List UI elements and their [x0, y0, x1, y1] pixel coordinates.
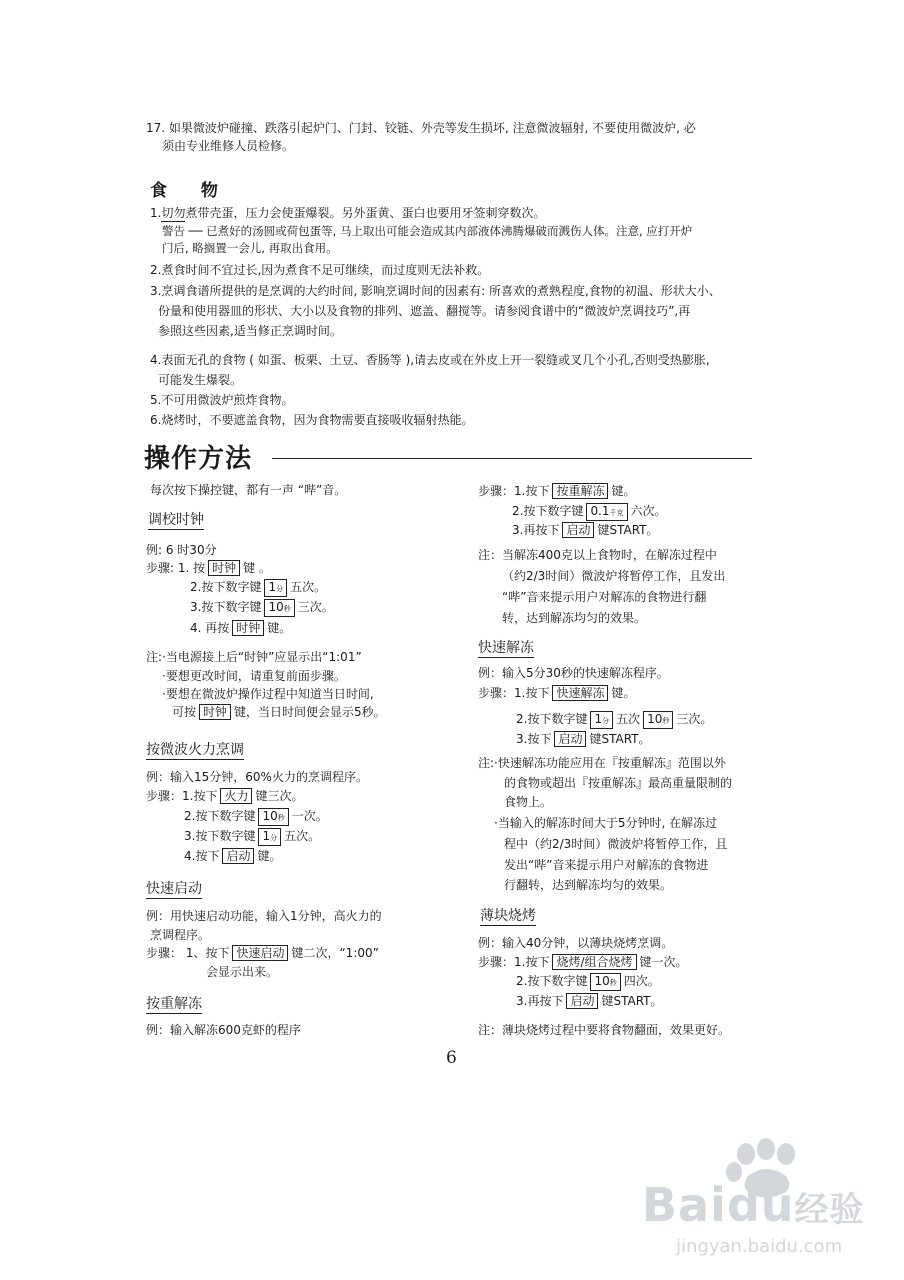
power-key-button: 火力	[220, 788, 252, 804]
power-title: 按微波火力烹调	[146, 742, 244, 758]
food-item-4-line1: 4.表面无孔的食物 ( 如蛋、板栗、土豆、香肠等 ),请去皮或在外皮上开一裂缝或叉几个小孔,否则受热膨胀,	[150, 353, 710, 367]
quickdefrost-note-7: 行翻转，达到解冻均匀的效果。	[504, 878, 673, 892]
grill-combo-key-button: 烧烤/组合烧烤	[552, 954, 636, 970]
food-item-1	[150, 205, 545, 221]
food-item-2: 2.煮食时间不宜过长,因为煮食不足可继续，而过度则无法补救。	[150, 263, 490, 277]
grill-note: 注：薄块烧烤过程中要将食物翻面，效果更好。	[478, 1023, 731, 1037]
food-item-1-emphasis: 切勿	[161, 206, 186, 220]
weightdefrost-note-1: 注：当解冻400克以上食物时，在解冻过程中	[478, 548, 717, 562]
clock-title: 调校时钟	[148, 512, 204, 528]
power-step-4: 4.按下 启动 键。	[184, 849, 282, 863]
food-item-1-warning-line2: 门后, 略搁置一会儿, 再取出食用。	[162, 241, 338, 255]
safety-item-17-line2: 须由专业维修人员检修。	[162, 139, 295, 153]
baidu-watermark	[636, 1132, 876, 1272]
digit-10-sec-key-4: 10秒	[590, 973, 620, 991]
food-item-6: 6.烧烤时，不要遮盖食物，因为食物需要直接吸收辐射热能。	[150, 413, 474, 427]
page-number: 6	[446, 1048, 457, 1068]
weightdefrost-note-4: 转，达到解冻均匀的效果。	[502, 611, 647, 625]
safety-item-17-line1: 17. 如果微波炉碰撞、跌落引起炉门、门封、铰链、外壳等发生损坏, 注意微波辐射, 不要使用微波炉, 必	[146, 121, 696, 135]
quickstart-title: 快速启动	[146, 881, 202, 897]
grill-step-1: 步骤：1.按下 烧烤/组合烧烤 键一次。	[478, 955, 688, 969]
food-item-1-num: 1.	[150, 206, 162, 220]
watermark-url: jingyan.baidu.com	[676, 1236, 843, 1257]
start-key-button: 启动	[222, 848, 254, 864]
clock-step-4: 4. 再按 时钟 键。	[190, 621, 292, 635]
start-key-button-3: 启动	[554, 731, 586, 747]
digit-10-sec-key-2: 10秒	[258, 808, 288, 826]
food-item-4-line2: 可能发生爆裂。	[158, 373, 243, 387]
quickdefrost-note-4: ·当输入的解冻时间大于5分钟时, 在解冻过	[494, 816, 718, 830]
quickdefrost-note-1: 注:·快速解冻功能应用在『按重解冻』范围以外	[478, 756, 726, 770]
weightdefrost-key-button: 按重解冻	[552, 483, 608, 499]
food-heading: 食 物	[150, 181, 232, 201]
quickdefrost-example: 例：输入5分30秒的快速解冻程序。	[478, 666, 669, 680]
weightdefrost-note-3: “哔”音来提示用户对解冻的食物进行翻	[502, 590, 707, 604]
clock-step-2: 2.按下数字键 1分 五次。	[190, 579, 326, 597]
start-key-button-4: 启动	[566, 993, 598, 1009]
quickdefrost-note-6: 发出“哔”音来提示用户对解冻的食物进	[504, 858, 709, 872]
quickdefrost-note-3: 食物上。	[504, 795, 553, 809]
food-item-1-text: 煮带壳蛋，压力会使蛋爆裂。另外蛋黄、蛋白也要用牙签刺穿数次。	[185, 206, 546, 220]
weightdefrost-note-2: （约2/3时间）微波炉将暂停工作，且发出	[502, 569, 726, 583]
start-key-button-2: 启动	[562, 522, 594, 538]
power-example: 例：输入15分钟，60%火力的烹调程序。	[146, 770, 368, 784]
clock-example: 例: 6 时30分	[146, 543, 217, 557]
clock-step-1: 步骤: 1. 按 时钟 键 。	[146, 561, 271, 575]
power-step-1: 步骤：1.按下 火力 键三次。	[146, 789, 304, 803]
quickdefrost-step-2: 2.按下数字键 1分 五次 10秒 三次。	[516, 711, 712, 729]
clock-key-button: 时钟	[208, 560, 240, 576]
grill-step-2: 2.按下数字键 10秒 四次。	[516, 973, 660, 991]
digit-1-min-key-2: 1分	[258, 828, 281, 846]
food-item-3-line3: 参照这些因素,适当修正烹调时间。	[158, 324, 342, 338]
quickdefrost-note-2: 的食物或超出『按重解冻』最高重量限制的	[504, 776, 733, 790]
quickstart-step-1-line2: 会显示出来。	[206, 965, 279, 979]
quickstart-step-1: 步骤： 1、按下 快速启动 键二次，“1:00”	[146, 946, 379, 960]
quickstart-example-1: 例：用快速启动功能，输入1分钟，高火力的	[146, 909, 382, 923]
food-item-3-line1: 3.烹调食谱所提供的是烹调的大约时间, 影响烹调时间的因素有: 所喜欢的煮熟程度,食物的初温、形状大小、	[150, 284, 721, 298]
quickdefrost-step-1: 步骤：1.按下 快速解冻 键。	[478, 686, 636, 700]
clock-note-2: ·要想更改时间，请重复前面步骤。	[162, 669, 346, 683]
food-item-1-warning-line1: 警告 ── 已煮好的汤圆或荷包蛋等, 马上取出可能会造成其内部液体沸腾爆破而溅伤人体。注意, 应打开炉	[162, 224, 693, 238]
operation-intro: 每次按下操控键，都有一声 “哔”音。	[150, 483, 347, 497]
quickdefrost-note-5: 程中（约2/3时间）微波炉将暂停工作，且	[504, 837, 728, 851]
watermark-brand: Baidu经验	[642, 1178, 865, 1232]
power-step-3: 3.按下数字键 1分 五次。	[184, 828, 320, 846]
grill-example: 例：输入40分钟，以薄块烧烤烹调。	[478, 936, 674, 950]
quickdefrost-title: 快速解冻	[478, 640, 534, 656]
weightdefrost-step-3: 3.再按下 启动 键START。	[512, 523, 659, 537]
quickdefrost-key-button: 快速解冻	[552, 685, 608, 701]
weightdefrost-title: 按重解冻	[146, 996, 202, 1012]
digit-10-sec-key: 10秒	[264, 599, 294, 617]
clock-key-button-2: 时钟	[232, 620, 264, 636]
clock-key-button-3: 时钟	[199, 704, 231, 720]
grill-step-3: 3.再按下 启动 键START。	[516, 994, 663, 1008]
weightdefrost-example: 例：输入解冻600克虾的程序	[146, 1023, 301, 1037]
weightdefrost-step-1: 步骤：1.按下 按重解冻 键。	[478, 484, 636, 498]
clock-note-1: 注:·当电源接上后“时钟”应显示出“1:01”	[146, 650, 362, 664]
digit-1-min-key-3: 1分	[590, 711, 613, 729]
quickstart-example-2: 烹调程序。	[150, 928, 211, 942]
digit-10-sec-key-3: 10秒	[643, 711, 673, 729]
clock-note-3: ·要想在微波炉操作过程中知道当日时间,	[162, 687, 374, 701]
digit-1-min-key: 1分	[264, 579, 287, 597]
food-item-3-line2: 份量和使用器皿的形状、大小以及食物的排列、遮盖、翻搅等。请参阅食谱中的“微波炉烹调技巧”,再	[158, 304, 691, 318]
quickstart-key-button: 快速启动	[232, 945, 288, 961]
digit-0-1-kg-key: 0.1千克	[586, 503, 627, 521]
grill-title: 薄块烧烤	[480, 908, 536, 924]
food-item-5: 5.不可用微波炉煎炸食物。	[150, 393, 294, 407]
weightdefrost-step-2: 2.按下数字键 0.1千克 六次。	[512, 503, 667, 521]
clock-note-4: 可按 时钟 键，当日时间便会显示5秒。	[172, 705, 386, 719]
operation-heading: 操作方法	[144, 444, 253, 474]
power-step-2: 2.按下数字键 10秒 一次。	[184, 808, 328, 826]
heading-rule	[272, 458, 752, 459]
quickdefrost-step-3: 3.按下 启动 键START。	[516, 732, 651, 746]
clock-step-3: 3.按下数字键 10秒 三次。	[190, 599, 334, 617]
